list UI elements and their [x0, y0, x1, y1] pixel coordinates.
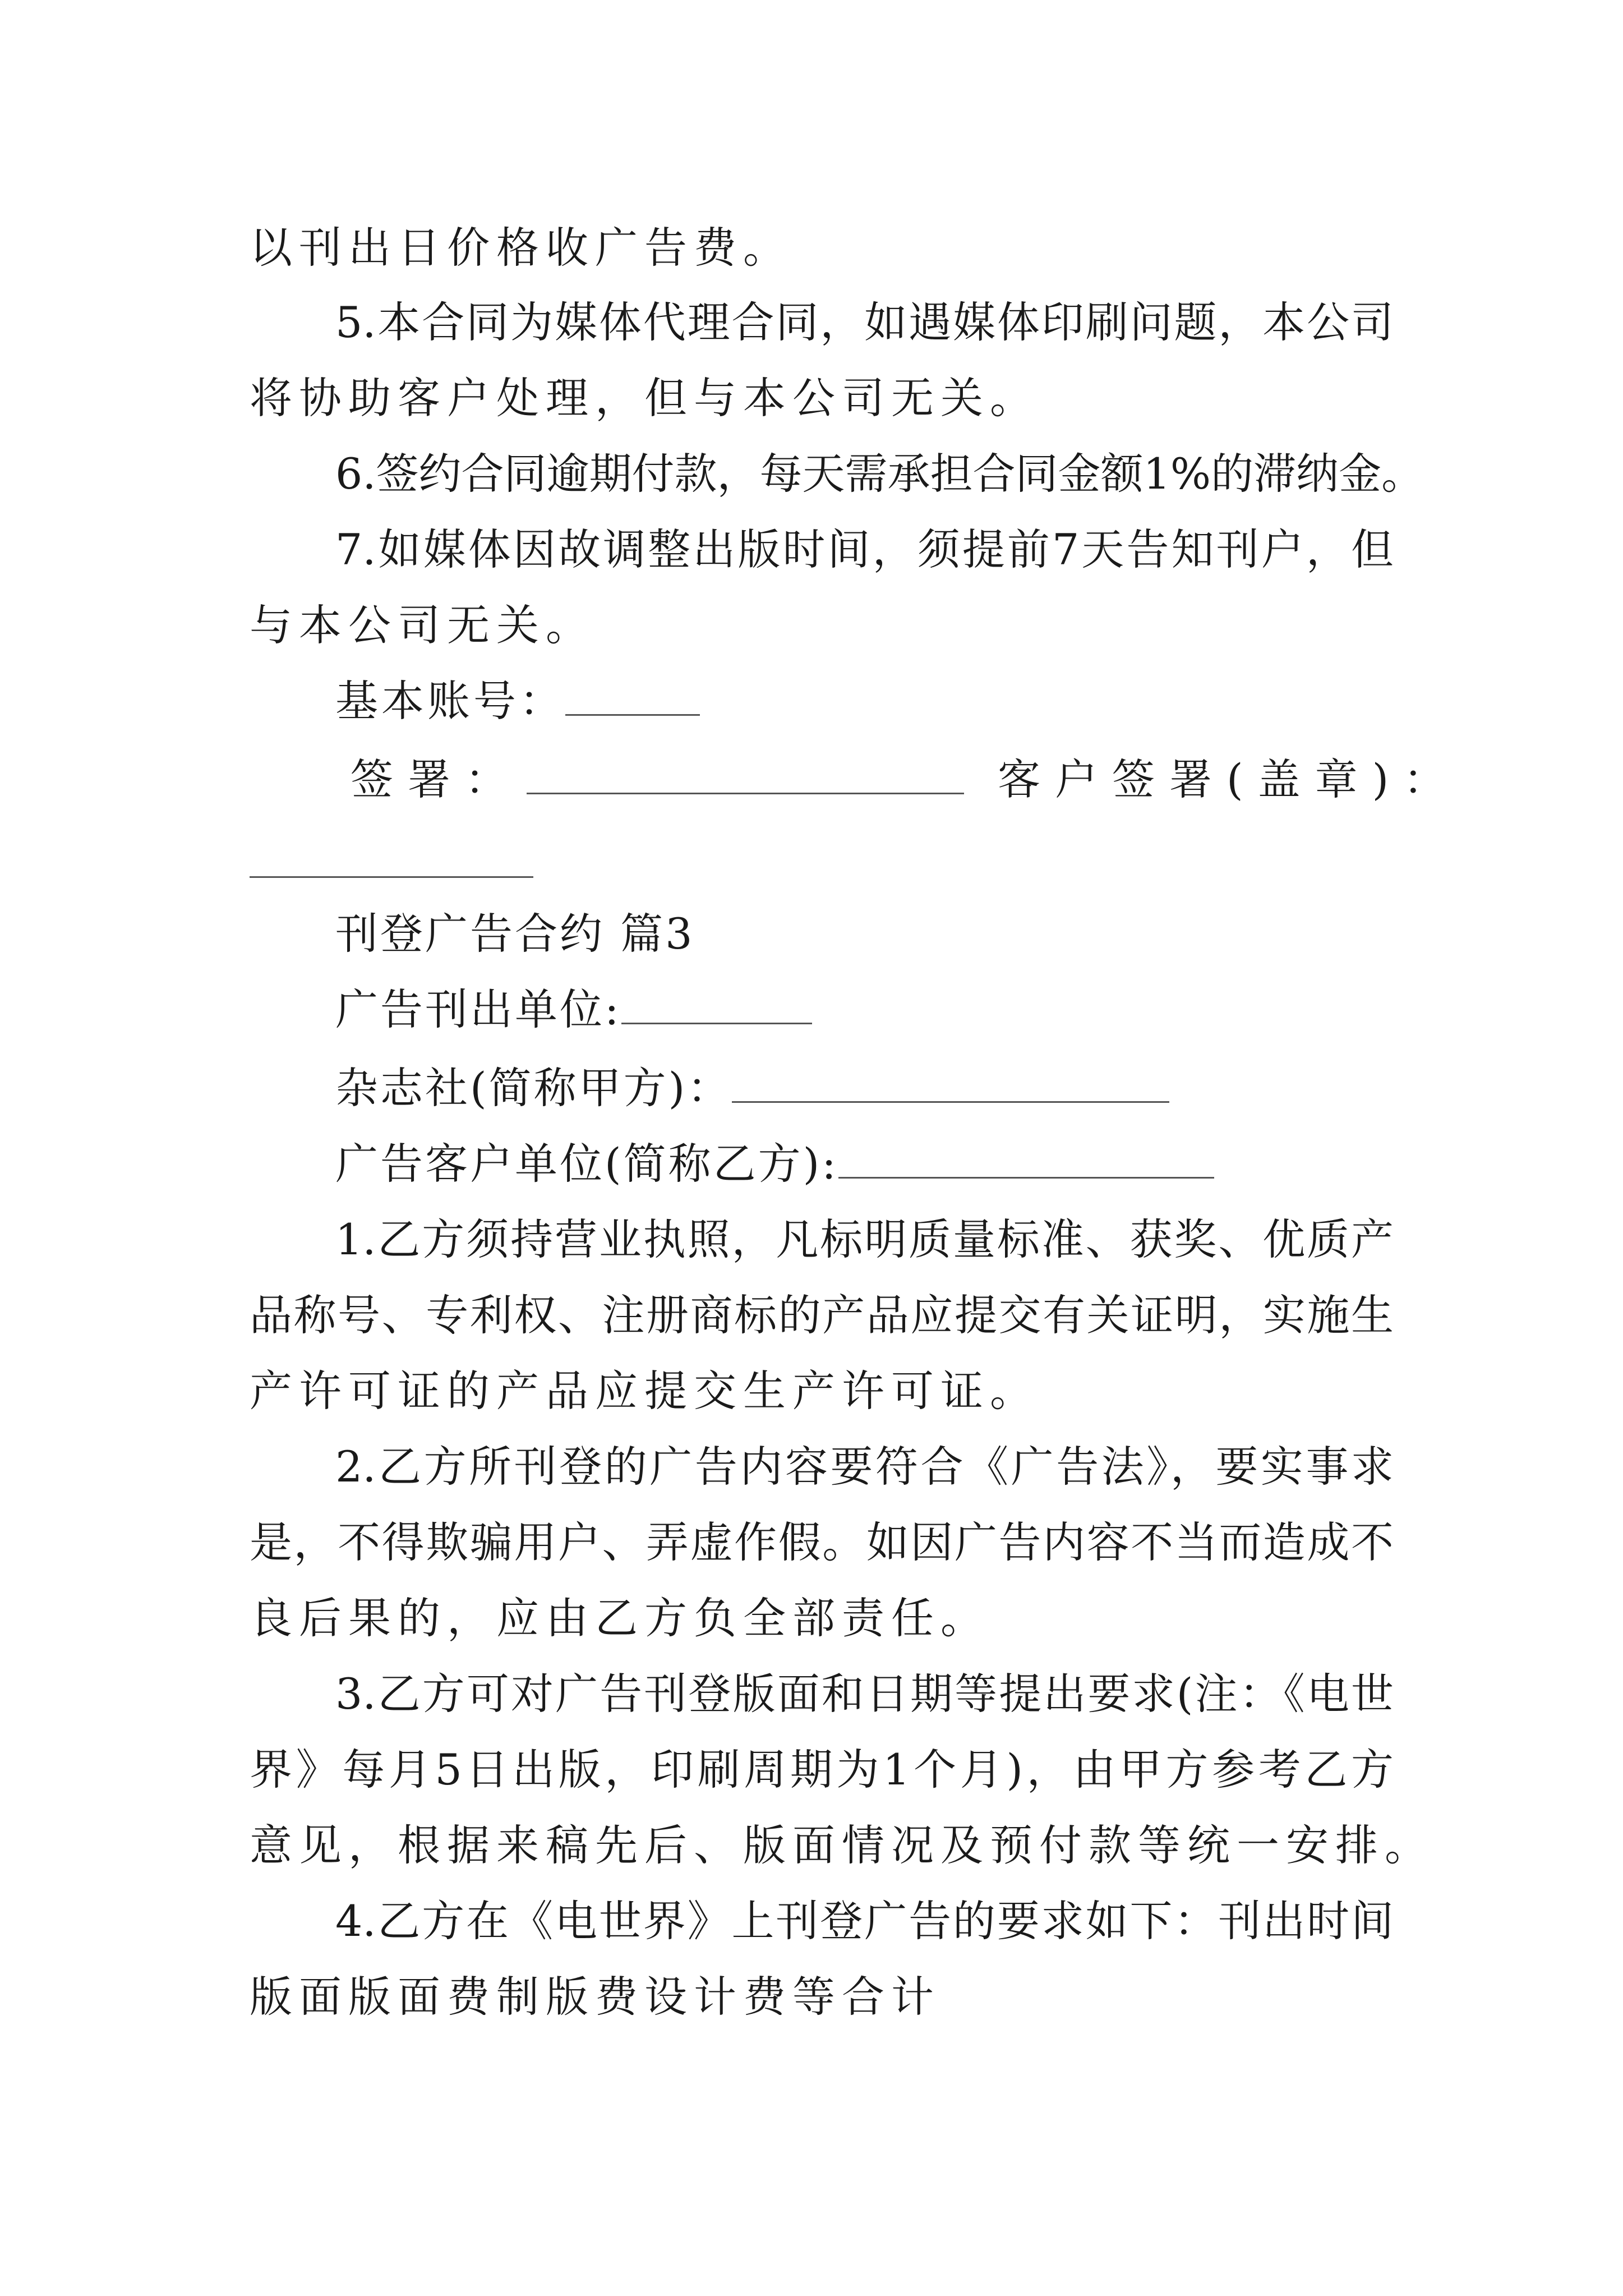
clause-6-line-1: 6.签约合同逾期付款，每天需承担合同金额1%的滞纳金。 [335, 449, 1424, 499]
publisher-label: 广告刊出单位: [335, 984, 621, 1034]
clause-b3-line-1: 3.乙方可对广告刊登版面和日期等提出要求(注：《电世 [335, 1669, 1394, 1719]
clause-b2-line-1: 2.乙方所刊登的广告内容要符合《广告法》，要实事求 [335, 1442, 1394, 1492]
clause-b4-line-2: 版面版面费制版费设计费等合计 [250, 1972, 940, 2022]
client-signature-blank [250, 876, 533, 878]
party-a-label: 杂志社(简称甲方)： [335, 1063, 732, 1113]
publisher-row [335, 976, 1394, 1043]
basic-account-blank [565, 675, 700, 716]
signature-label: 签署： [351, 754, 522, 804]
clause-b3-line-3: 意见，根据来稿先后、版面情况及预付款等统一安排。 [250, 1820, 1434, 1870]
clause-b2-line-2: 是，不得欺骗用户、弄虚作假。如因广告内容不当而造成不 [250, 1517, 1394, 1567]
basic-account-label: 基本账号： [335, 676, 565, 726]
section-heading: 刊登广告合约 篇3 [335, 909, 695, 959]
party-a-row [335, 1055, 1394, 1122]
clause-b3-line-2: 界》每月5日出版，印刷周期为1个月)，由甲方参考乙方 [250, 1745, 1394, 1795]
clause-b1-line-3: 产许可证的产品应提交生产许可证。 [250, 1366, 1039, 1416]
publisher-blank [621, 983, 812, 1024]
text-line-1: 以刊出日价格收广告费。 [250, 223, 792, 273]
clause-5-line-2: 将协助客户处理，但与本公司无关。 [250, 373, 1039, 423]
clause-b4-line-1: 4.乙方在《电世界》上刊登广告的要求如下：刊出时间 [335, 1896, 1394, 1946]
client-signature-label: 客户签署(盖章)： [998, 754, 1461, 804]
party-b-label: 广告客户单位(简称乙方): [335, 1139, 838, 1189]
signature-row [351, 746, 1461, 813]
clause-7-line-2: 与本公司无关。 [250, 600, 595, 650]
clause-b1-line-2: 品称号、专利权、注册商标的产品应提交有关证明，实施生 [250, 1290, 1394, 1340]
clause-b1-line-1: 1.乙方须持营业执照，凡标明质量标准、获奖、优质产 [335, 1214, 1394, 1264]
clause-b2-line-3: 良后果的，应由乙方负全部责任。 [250, 1593, 990, 1643]
party-b-blank [838, 1138, 1214, 1179]
clause-7-line-1: 7.如媒体因故调整出版时间，须提前7天告知刊户，但 [335, 524, 1394, 574]
basic-account-row [335, 668, 1394, 735]
signature-blank [527, 753, 964, 794]
party-b-row [335, 1130, 1394, 1198]
clause-5-line-1: 5.本合同为媒体代理合同，如遇媒体印刷问题，本公司 [335, 297, 1394, 347]
party-a-blank [732, 1062, 1169, 1103]
